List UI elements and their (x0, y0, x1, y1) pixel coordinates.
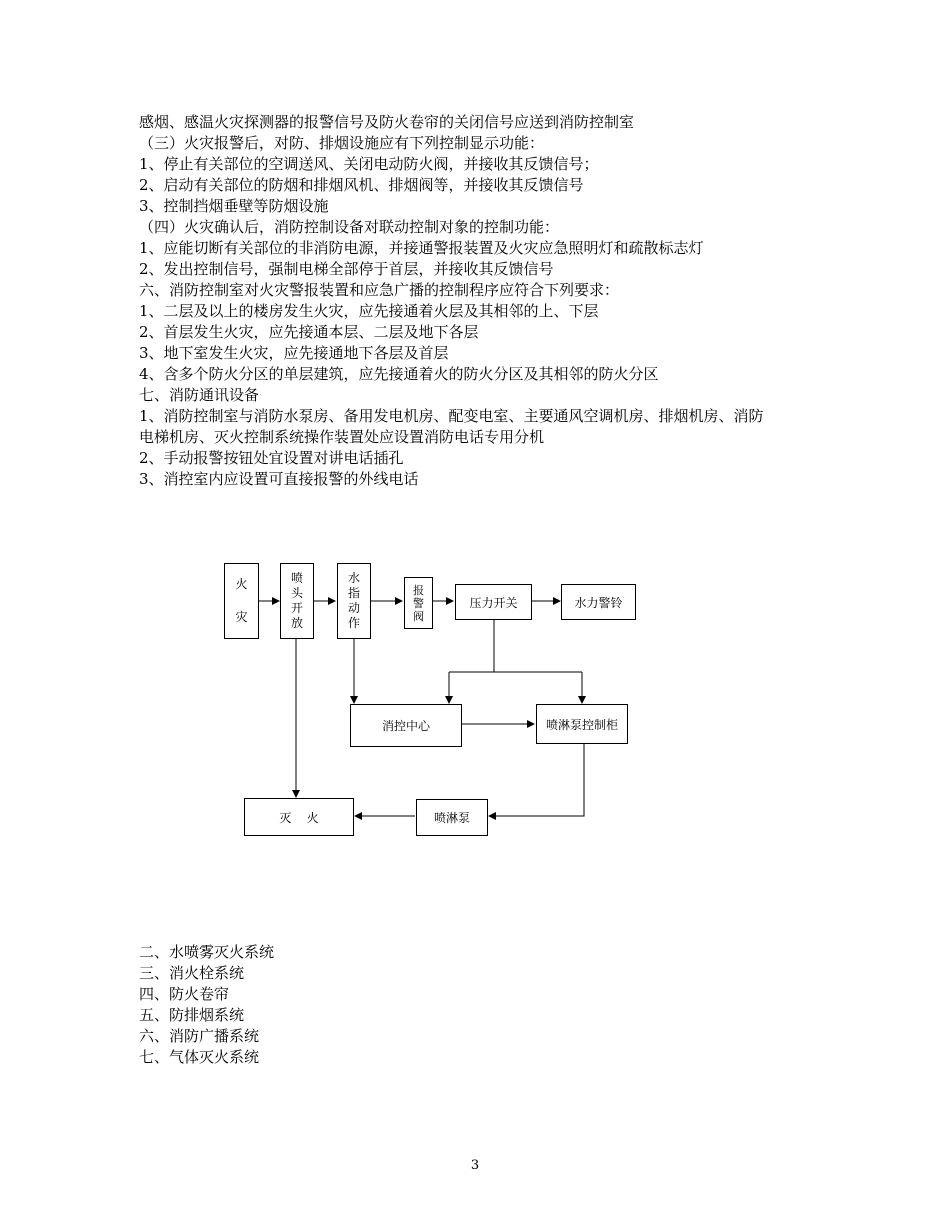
text-line: 2、首层发生火灾，应先接通本层、二层及地下各层 (139, 323, 479, 341)
list-item: 三、消火栓系统 (139, 964, 245, 982)
fire-box: 火 灾 (224, 563, 259, 639)
list-item: 二、水喷雾灭火系统 (139, 943, 275, 961)
text-line: 2、启动有关部位的防烟和排烟风机、排烟阀等，并接收其反馈信号 (139, 176, 584, 194)
pressure-switch-box: 压力开关 (455, 584, 532, 620)
text-line: 六、消防控制室对火灾警报装置和应急广播的控制程序应符合下列要求： (139, 281, 620, 299)
text-line: 1、停止有关部位的空调送风、关闭电动防火阀，并接收其反馈信号； (139, 155, 599, 173)
water-bell-box: 水力警铃 (561, 584, 636, 620)
alarm-valve-box: 报 警 阀 (404, 577, 433, 629)
system-list (139, 942, 274, 1068)
arrow-cabinet-to-pump (489, 744, 584, 816)
text-line: 电梯机房、灭火控制系统操作装置处应设置消防电话专用分机 (139, 428, 545, 446)
text-line: 2、发出控制信号，强制电梯全部停于首层，并接收其反馈信号 (139, 260, 554, 278)
text-line: 1、消防控制室与消防水泵房、备用发电机房、配变电室、主要通风空调机房、排烟机房、消防 (139, 407, 764, 425)
list-item: 四、防火卷帘 (139, 985, 230, 1003)
text-line: 3、控制挡烟垂壁等防烟设施 (139, 197, 329, 215)
text-line: 七、消防通讯设备 (139, 386, 260, 404)
extinguish-box: 灭 火 (244, 798, 354, 836)
text-line: （三）火灾报警后，对防、排烟设施应有下列控制显示功能： (139, 134, 545, 152)
sprinkler-open-box: 喷 头 开 放 (280, 563, 314, 639)
list-item: 七、气体灭火系统 (139, 1048, 260, 1066)
control-center-box: 消控中心 (350, 704, 462, 747)
text-line: 3、地下室发生火灾，应先接通地下各层及首层 (139, 344, 449, 362)
water-flow-indicator-box: 水 指 动 作 (337, 563, 371, 639)
list-item: 六、消防广播系统 (139, 1027, 260, 1045)
text-line: （四）火灾确认后，消防控制设备对联动控制对象的控制功能： (139, 218, 560, 236)
text-line: 4、含多个防火分区的单层建筑，应先接通着火的防火分区及其相邻的防火分区 (139, 365, 659, 383)
list-item: 五、防排烟系统 (139, 1006, 245, 1024)
pump-box: 喷淋泵 (416, 799, 488, 836)
text-line: 1、应能切断有关部位的非消防电源，并接通警报装置及火灾应急照明灯和疏散标志灯 (139, 239, 704, 257)
text-line: 感烟、感温火灾探测器的报警信号及防火卷帘的关闭信号应送到消防控制室 (139, 113, 635, 131)
text-line: 2、手动报警按钮处宜设置对讲电话插孔 (139, 449, 404, 467)
text-line: 1、二层及以上的楼房发生火灾，应先接通着火层及其相邻的上、下层 (139, 302, 599, 320)
pump-cabinet-box: 喷淋泵控制柜 (536, 704, 628, 744)
page-number: 3 (470, 1158, 480, 1173)
text-line: 3、消控室内应设置可直接报警的外线电话 (139, 470, 419, 488)
